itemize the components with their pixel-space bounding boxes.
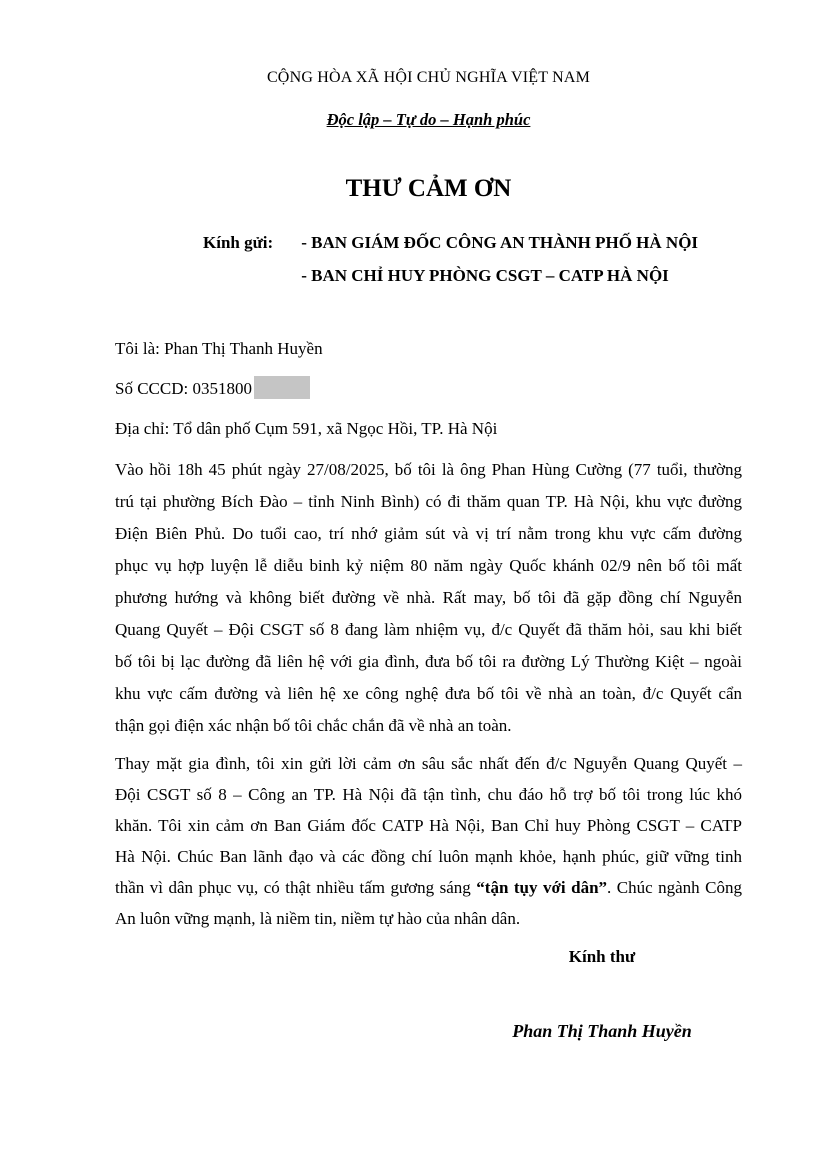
sender-id-text: Số CCCD: 0351800 bbox=[115, 379, 252, 398]
text-segment: Hà Nội. Chúc Ban lãnh đạo và các đồng chí luôn mạnh khỏe, hạnh phúc, giữ vững tinh bbox=[115, 847, 742, 866]
paragraph-line bbox=[115, 872, 742, 903]
sender-address-line: Địa chỉ: Tổ dân phố Cụm 591, xã Ngọc Hồi, TP. Hà Nội bbox=[115, 419, 498, 438]
text-segment: Quang Quyết – Đội CSGT số 8 đang làm nhiệm vụ, đ/c Quyết đã thăm hỏi, sau khi biết bbox=[115, 620, 742, 639]
paragraph-line bbox=[115, 710, 742, 742]
text-segment: bố tôi bị lạc đường đã liên hệ với gia đình, đưa bố tôi ra đường Lý Thường Kiệt – ngoài bbox=[115, 652, 742, 671]
paragraph-line bbox=[115, 614, 742, 646]
text-segment: Vào hồi 18h 45 phút ngày 27/08/2025, bố tôi là ông Phan Hùng Cường (77 tuổi, thường bbox=[115, 460, 742, 479]
recipients-list bbox=[301, 226, 698, 292]
text-segment: khăn. Tôi xin cảm ơn Ban Giám đốc CATP Hà Nội, Ban Chỉ huy Phòng CSGT – CATP bbox=[115, 816, 742, 835]
redacted-id-digits bbox=[254, 376, 310, 399]
paragraph-line bbox=[115, 454, 742, 486]
salutation-label: Kính gửi: bbox=[203, 233, 274, 252]
recipient-line: - BAN GIÁM ĐỐC CÔNG AN THÀNH PHỐ HÀ NỘI bbox=[301, 233, 699, 252]
text-segment: Điện Biên Phủ. Do tuổi cao, trí nhớ giảm sút và vị trí nằm trong khu vực cấm đường bbox=[115, 524, 742, 543]
text-segment: phục vụ hợp luyện lễ diễu binh kỷ niệm 80 năm ngày Quốc khánh 02/9 nên bố tôi mất bbox=[115, 556, 742, 575]
signature-name: Phan Thị Thanh Huyền bbox=[512, 1021, 692, 1041]
body-paragraph-2 bbox=[115, 748, 742, 934]
text-segment: . Chúc ngành Công bbox=[607, 878, 742, 897]
sender-id-line bbox=[115, 374, 742, 404]
national-motto: Độc lập – Tự do – Hạnh phúc bbox=[326, 110, 531, 129]
sender-info bbox=[115, 334, 742, 444]
text-segment: Đội CSGT số 8 – Công an TP. Hà Nội đã tận tình, chu đáo hỗ trợ bố tôi trong lúc khó bbox=[115, 785, 742, 804]
text-segment: khu vực cấm đường và liên hệ xe công nghệ đưa bố tôi về nhà an toàn, đ/c Quyết cẩn bbox=[115, 684, 742, 703]
recipients-block bbox=[203, 226, 742, 292]
letter-content bbox=[115, 68, 742, 1046]
paragraph-line bbox=[115, 810, 742, 841]
text-segment: thần vì dân phục vụ, có thật nhiều tấm gương sáng bbox=[115, 878, 477, 897]
signature-block bbox=[462, 942, 742, 1046]
paragraph-line bbox=[115, 748, 742, 779]
recipient-line: - BAN CHỈ HUY PHÒNG CSGT – CATP HÀ NỘI bbox=[301, 266, 669, 285]
paragraph-line bbox=[115, 779, 742, 810]
letter-title: THƯ CẢM ƠN bbox=[345, 175, 512, 202]
paragraph-line bbox=[115, 486, 742, 518]
paragraph-line bbox=[115, 550, 742, 582]
paragraph-line bbox=[115, 903, 742, 934]
closing-salute: Kính thư bbox=[568, 947, 636, 966]
text-segment: trú tại phường Bích Đào – tỉnh Ninh Bình) có đi thăm quan TP. Hà Nội, khu vực đường bbox=[115, 492, 742, 511]
text-segment: Thay mặt gia đình, tôi xin gửi lời cảm ơn sâu sắc nhất đến đ/c Nguyễn Quang Quyết – bbox=[115, 754, 742, 773]
paragraph-line bbox=[115, 518, 742, 550]
paragraph-line bbox=[115, 841, 742, 872]
paragraph-line bbox=[115, 582, 742, 614]
paragraph-line bbox=[115, 678, 742, 710]
paragraph-line bbox=[115, 646, 742, 678]
bold-text-segment: “tận tụy với dân” bbox=[476, 878, 608, 897]
text-segment: phương hướng và không biết đường về nhà. Rất may, bố tôi đã gặp đồng chí Nguyễn bbox=[115, 588, 742, 607]
national-header: CỘNG HÒA XÃ HỘI CHỦ NGHĨA VIỆT NAM bbox=[266, 69, 591, 86]
sender-name-line: Tôi là: Phan Thị Thanh Huyền bbox=[115, 339, 323, 358]
text-segment: An luôn vững mạnh, là niềm tin, niềm tự hào của nhân dân. bbox=[115, 909, 521, 928]
text-segment: thận gọi điện xác nhận bố tôi chắc chắn đã về nhà an toàn. bbox=[115, 716, 512, 735]
body-paragraph-1 bbox=[115, 454, 742, 742]
